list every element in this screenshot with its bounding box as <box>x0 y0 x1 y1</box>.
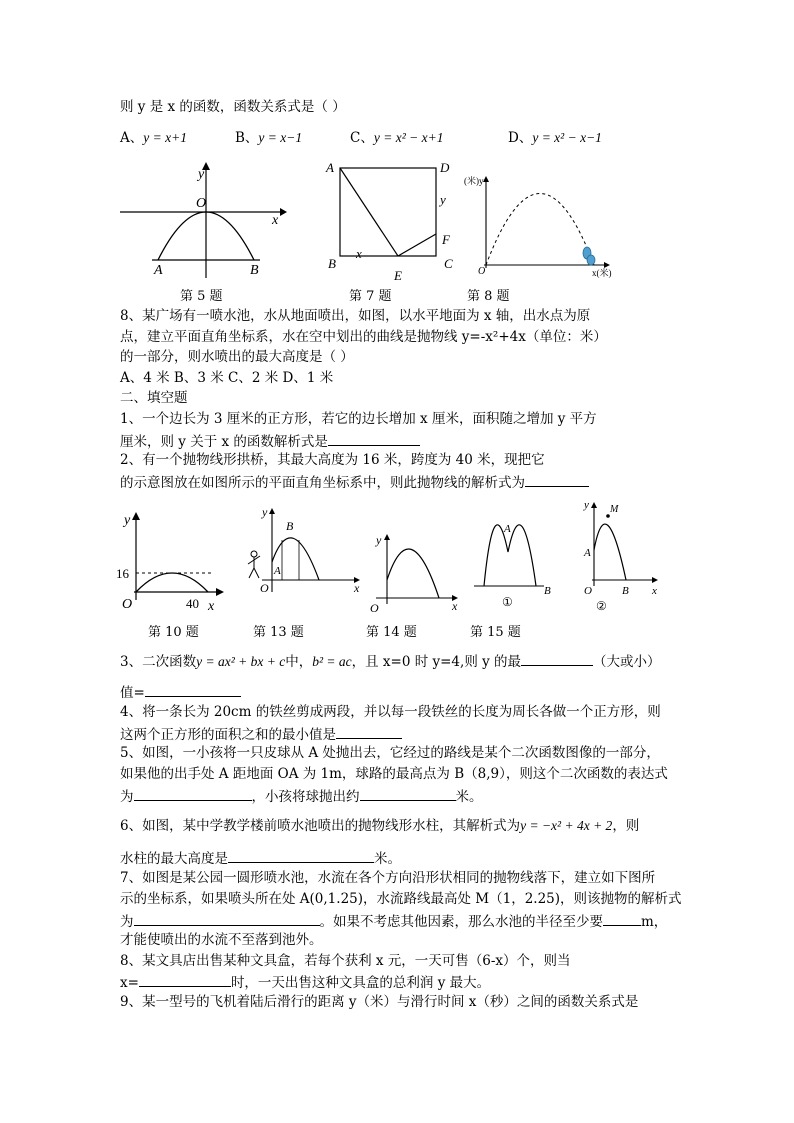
fig14-y-label: y <box>376 533 382 547</box>
fig15-circle-1: ① <box>502 595 513 609</box>
caption-fig7: 第 7 题 <box>349 289 392 304</box>
fig8-o-label: O <box>478 266 486 277</box>
fig14-o-label: O <box>370 601 379 615</box>
fig7-e-label: E <box>394 268 402 283</box>
fig15-a-label: A <box>504 523 511 535</box>
f3-max-min-blank[interactable] <box>521 651 593 666</box>
f4-line2: 这两个正方形的面积之和的最小值是 <box>120 724 402 744</box>
f2-answer-blank[interactable] <box>525 472 589 487</box>
f1-line1: 1、一个边长为 3 厘米的正方形，若它的边长增加 x 厘米，面积随之增加 y 平方 <box>120 411 597 427</box>
caption-fig14: 第 14 题 <box>366 625 417 640</box>
caption-fig5: 第 5 题 <box>180 289 223 304</box>
fig7-a-label: A <box>326 160 334 175</box>
f7-line2: 示的坐标系，如果喷头所在处 A(0,1.25)，水流路线最高处 M（1，2.25)，则该抛物的解析式 <box>120 891 682 907</box>
f7-expression-blank[interactable] <box>134 911 320 926</box>
question-stem-continued: 则 y 是 x 的函数，函数关系式是（ ） <box>120 99 346 115</box>
fig15-2-x-label: x <box>652 585 657 597</box>
f3-line1: 3、二次函数y = ax² + bx + c中，b² = ac，且 x=0 时 y=4,则 y 的最 （大或小） <box>120 651 661 671</box>
fig13-a-label: A <box>274 565 281 577</box>
f5-expression-blank[interactable] <box>134 786 252 801</box>
fig5-b-label: B <box>250 263 259 278</box>
q8-options[interactable]: A、4 米 B、3 米 C、2 米 D、1 米 <box>120 370 334 386</box>
fig7-c-label: C <box>444 256 453 271</box>
f2-line1: 2、有一个抛物线形拱桥，其最大高度为 16 米，跨度为 40 米，现把它 <box>120 452 545 468</box>
fig15-b-label: B <box>544 585 551 597</box>
caption-fig10: 第 10 题 <box>148 625 199 640</box>
f5-line2: 如果他的出手处 A 距地面 OA 为 1m，球路的最高点为 B（8,9），则这个二次函数的表达式 <box>120 766 668 782</box>
fig7-d-label: D <box>440 160 450 175</box>
figure-row-1 <box>118 158 678 286</box>
fig14-x-label: x <box>452 599 458 613</box>
figure-row-2 <box>114 500 674 620</box>
fig10-o-label: O <box>122 597 133 612</box>
f6-answer-blank[interactable] <box>228 848 374 863</box>
f3-value-blank[interactable] <box>145 682 241 697</box>
caption-fig15: 第 15 题 <box>470 625 521 640</box>
fig7-f-label: F <box>442 232 450 247</box>
caption-fig13: 第 13 题 <box>253 625 304 640</box>
fig15-circle-2: ② <box>596 599 607 613</box>
f8-line1: 8、某文具店出售某种文具盒，若每个获利 x 元，一天可售（6-x）个，则当 <box>120 953 571 969</box>
f6-line1: 6、如图，某中学教学楼前喷水池喷出的抛物线形水柱，其解析式为y = −x² + 4x + 2，则 <box>120 818 640 834</box>
fig15-2-m-label: M <box>610 504 619 515</box>
fig15-2-b-label: B <box>622 585 629 597</box>
f2-line2: 的示意图放在如图所示的平面直角坐标系中，则此抛物线的解析式为 <box>120 472 589 492</box>
figure-13 <box>248 505 360 595</box>
f9-line1: 9、某一型号的飞机着陆后滑行的距离 y（米）与滑行时间 x（秒）之间的函数关系式是 <box>120 994 639 1010</box>
figure-7 <box>325 160 453 283</box>
fig13-y-label: y <box>262 505 268 519</box>
f5-line3: 为 ，小孩将球抛出约 米。 <box>120 786 483 806</box>
fig15-2-y-label: y <box>584 500 589 511</box>
fig5-a-label: A <box>154 263 163 278</box>
f6-line2: 水柱的最大高度是 米。 <box>120 848 401 868</box>
f8-line2: x= 时，一天出售这种文具盒的总利润 y 最大。 <box>120 972 490 992</box>
caption-fig8: 第 8 题 <box>467 289 510 304</box>
fig8-y-label: (米)y <box>464 176 484 186</box>
option-b[interactable]: B、y = x−1 <box>235 130 303 146</box>
fig7-b-label: B <box>328 256 336 271</box>
figure-8 <box>464 175 612 278</box>
f7-radius-blank[interactable] <box>603 911 641 926</box>
option-a[interactable]: A、y = x+1 <box>120 130 187 146</box>
fig10-16-label: 16 <box>116 566 129 581</box>
f3-line2: 值= <box>120 682 241 702</box>
section-fill-in-title: 二、填空题 <box>120 390 188 406</box>
q8-line1: 8、某广场有一喷水池，水从地面喷出，如图，以水平地面为 x 轴，出水点为原 <box>120 308 591 324</box>
fig7-y-label: y <box>440 192 446 207</box>
q8-line3: 的一部分，则水喷出的最大高度是（ ） <box>120 349 354 365</box>
fig13-o-label: O <box>260 581 269 595</box>
f5-line1: 5、如图，一小孩将一只皮球从 A 处抛出去，它经过的路线是某个二次函数图像的一部分， <box>120 745 660 761</box>
fig7-x-label: x <box>356 246 362 261</box>
fig10-y-label: y <box>124 513 131 528</box>
fig13-b-label: B <box>286 519 294 533</box>
fig15-2-o-label: O <box>584 585 592 597</box>
fig15-2-a-label: A <box>584 547 591 559</box>
fig5-o-label: O <box>196 196 207 211</box>
fig10-x-label: x <box>208 599 215 614</box>
figure-14 <box>370 533 458 615</box>
f5-distance-blank[interactable] <box>360 786 456 801</box>
f4-answer-blank[interactable] <box>336 724 402 739</box>
option-d[interactable]: D、y = x² − x−1 <box>508 130 602 146</box>
fig13-x-label: x <box>354 581 360 595</box>
f8-answer-blank[interactable] <box>139 972 231 987</box>
fig10-40-label: 40 <box>186 596 199 611</box>
option-c[interactable]: C、y = x² − x+1 <box>350 130 444 146</box>
figure-10 <box>116 512 224 614</box>
figure-15-part2 <box>583 500 658 613</box>
fig5-x-label: x <box>272 213 279 228</box>
f4-line1: 4、将一条长为 20cm 的铁丝剪成两段，并以每一段铁丝的长度为周长各做一个正方形，则 <box>120 704 661 720</box>
figure-15-part1 <box>474 523 551 609</box>
fig5-y-label: y <box>198 167 205 182</box>
f7-line3: 为 。如果不考虑其他因素，那么水池的半径至少要 m， <box>120 911 667 931</box>
f7-line1: 7、如图是某公园一圆形喷水池，水流在各个方向沿形状相同的抛物线落下，建立如下图所 <box>120 870 656 886</box>
f7-line4: 才能使喷出的水流不至落到池外。 <box>120 932 323 948</box>
fig8-x-label: x(米) <box>592 268 612 278</box>
figure-5 <box>120 162 287 278</box>
f1-answer-blank[interactable] <box>328 431 420 446</box>
q8-line2: 点，建立平面直角坐标系，水在空中划出的曲线是抛物线 y=-x²+4x（单位：米） <box>120 329 607 345</box>
f1-line2: 厘米，则 y 关于 x 的函数解析式是 <box>120 431 420 451</box>
